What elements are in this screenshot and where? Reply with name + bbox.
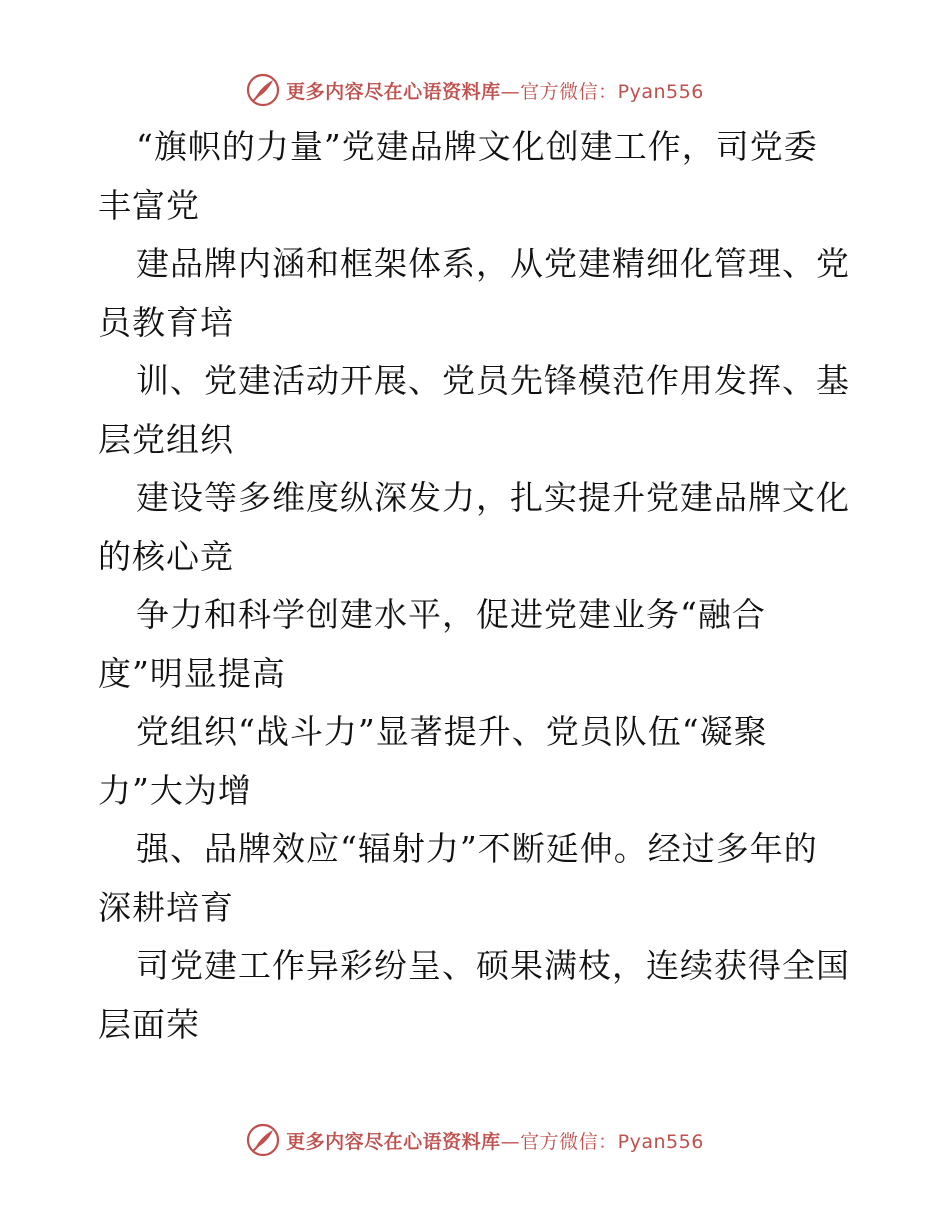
watermark-main: 更多内容尽在心语资料库: [286, 1130, 501, 1153]
watermark-text: [286, 1127, 704, 1154]
footer-watermark: [0, 1120, 950, 1160]
watermark-contact: 官方微信：Pyan556: [520, 80, 704, 103]
text-line: 党组织“战斗力”显著提升、党员队伍“凝聚: [136, 712, 768, 751]
quill-seal-icon: [246, 73, 280, 107]
quill-seal-icon: [246, 1123, 280, 1157]
watermark-contact: 官方微信：Pyan556: [520, 1130, 704, 1153]
text-line: 建品牌内涵和框架体系，从党建精细化管理、党: [136, 244, 850, 283]
watermark-dash: —: [500, 80, 521, 103]
text-line: 争力和科学创建水平，促进党建业务“融合: [136, 595, 766, 634]
text-line: 司党建工作异彩纷呈、硕果满枝，连续获得全国: [136, 946, 850, 985]
text-line: “旗帜的力量”党建品牌文化创建工作，司党委: [136, 127, 818, 166]
header-watermark: [0, 70, 950, 110]
text-line: 训、党建活动开展、党员先锋模范作用发挥、基: [136, 361, 850, 400]
text-line: 度”明显提高: [98, 653, 286, 693]
text-line: 员教育培: [98, 302, 234, 342]
document-body: [98, 118, 858, 1054]
text-line: 丰富党: [98, 185, 200, 225]
text-line: 的核心竞: [98, 536, 234, 576]
text-line: 深耕培育: [98, 887, 234, 927]
text-line: 建设等多维度纵深发力，扎实提升党建品牌文化: [136, 478, 850, 517]
text-line: 层党组织: [98, 419, 234, 459]
text-line: 层面荣: [98, 1004, 200, 1044]
text-line: 力”大为增: [98, 770, 252, 810]
watermark-text: [286, 77, 704, 104]
watermark-main: 更多内容尽在心语资料库: [286, 80, 501, 103]
text-line: 强、品牌效应“辐射力”不断延伸。经过多年的: [136, 829, 818, 868]
watermark-dash: —: [500, 1130, 521, 1153]
